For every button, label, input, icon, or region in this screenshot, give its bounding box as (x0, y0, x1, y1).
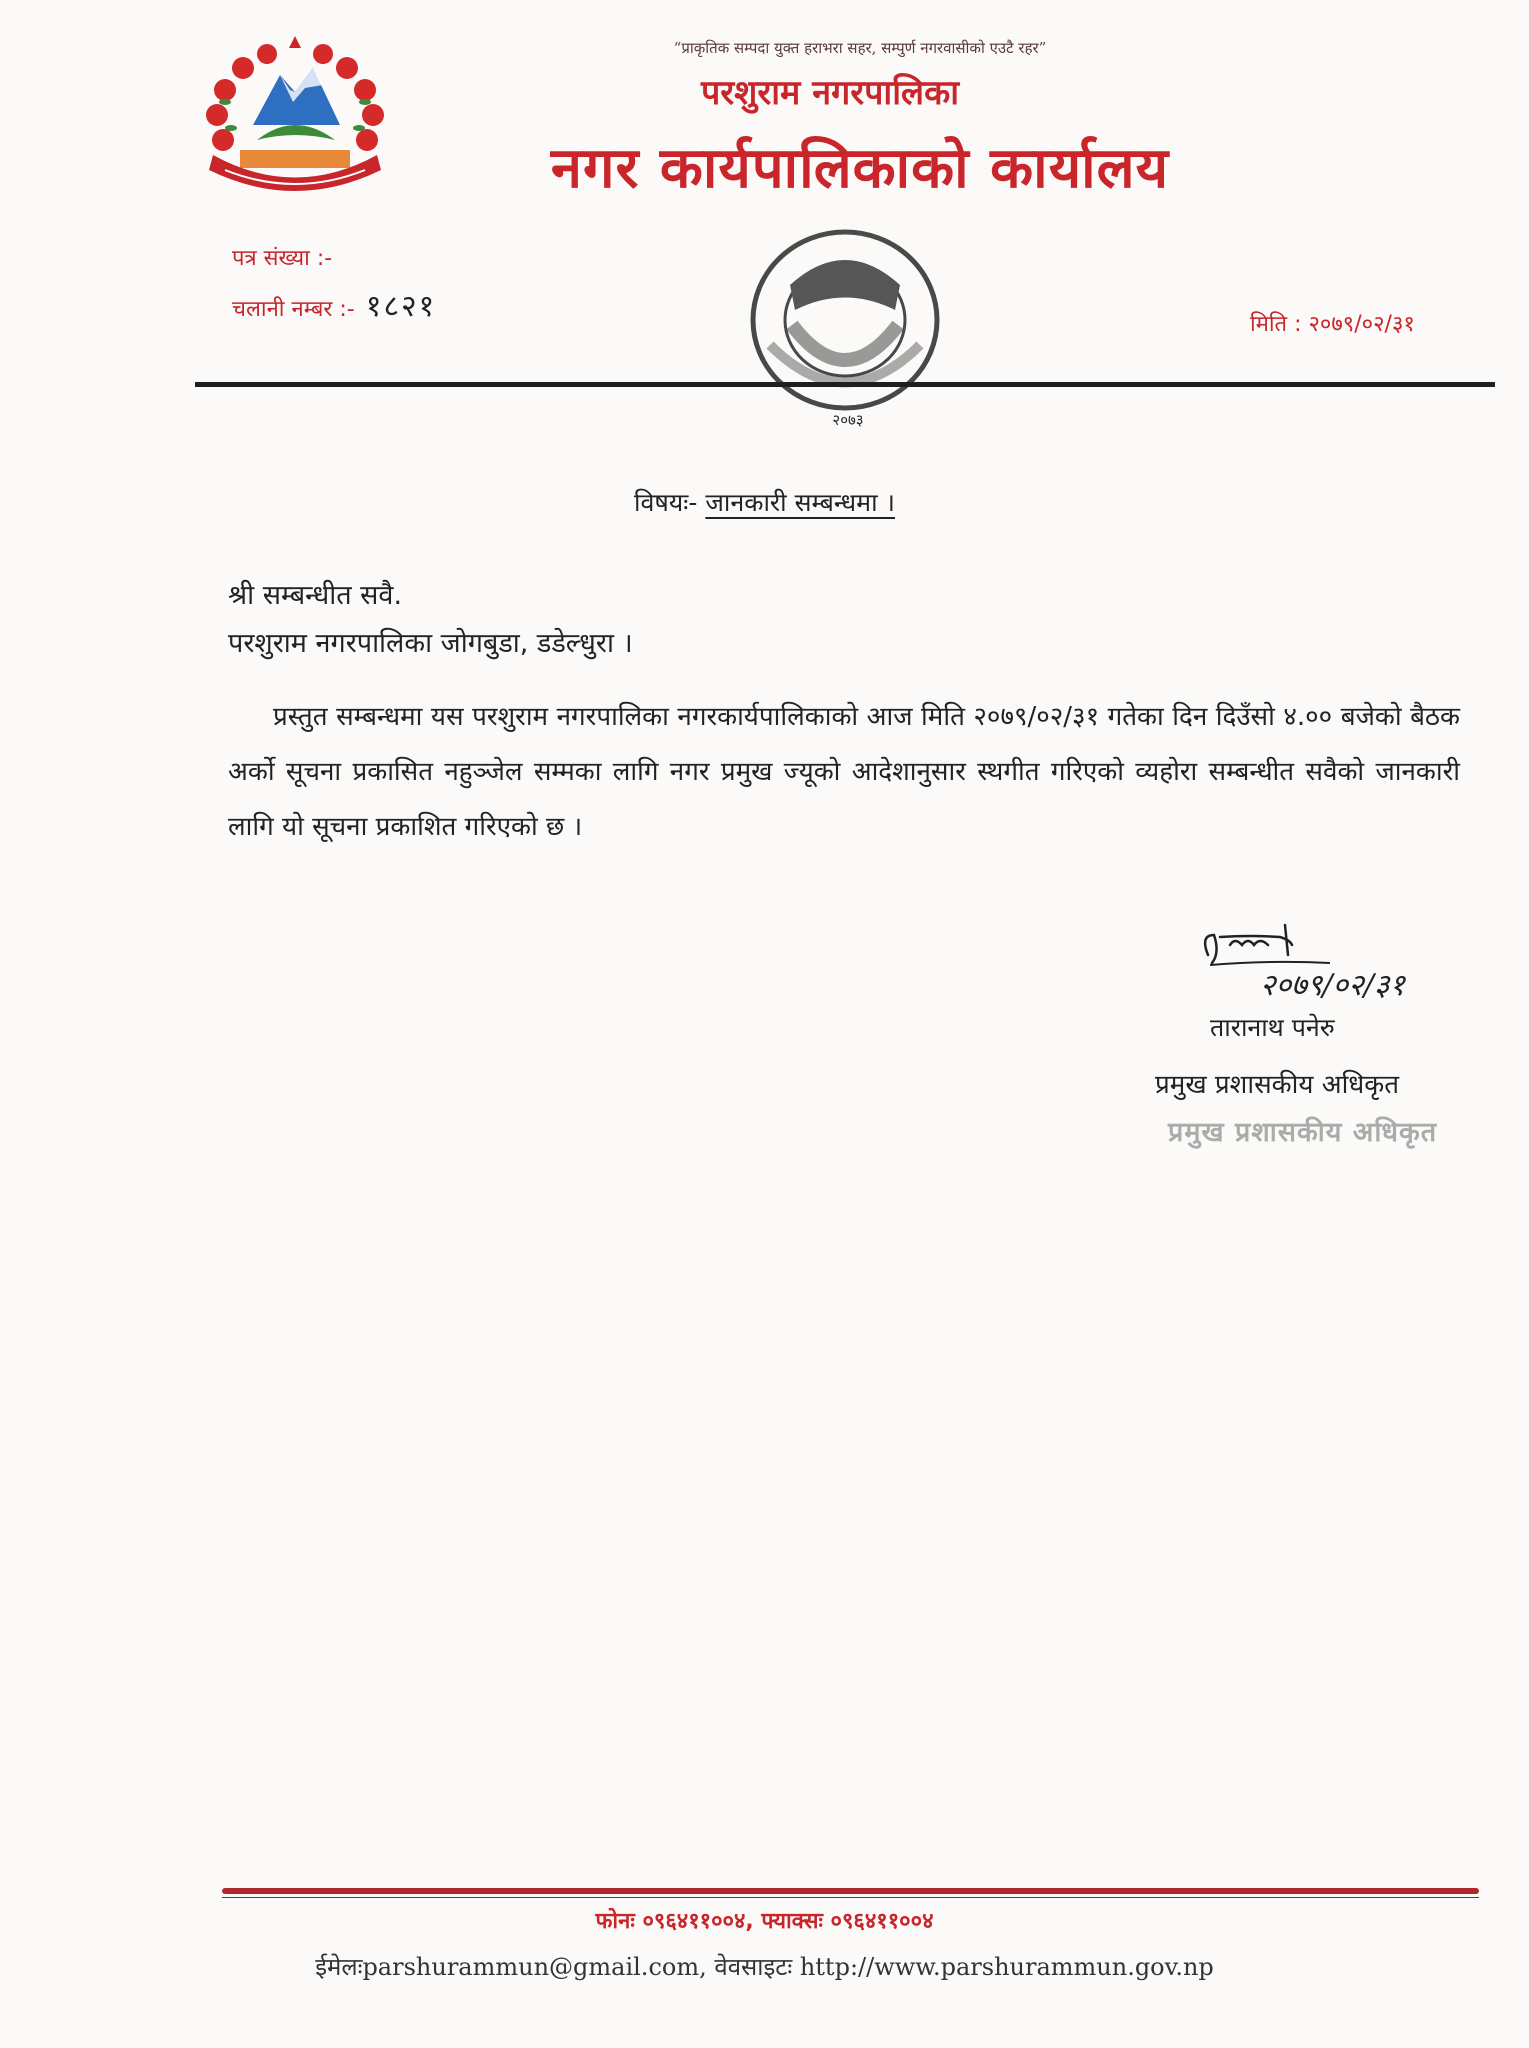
dispatch-number-field (232, 284, 436, 325)
letter-date: मिति : २०७९/०२/३१ (1250, 312, 1415, 337)
letterhead-motto: “प्राकृतिक सम्पदा युक्त हराभरा सहर, सम्पुर्ण नगरवासीको एउटै रहर” (673, 39, 1047, 57)
signatory-title-stamp: प्रमुख प्रशासकीय अधिकृत (1168, 1117, 1438, 1148)
subject-value: जानकारी सम्बन्धमा । (705, 488, 896, 517)
subject-line (0, 485, 1529, 519)
signatory-title: प्रमुख प्रशासकीय अधिकृत (1155, 1070, 1400, 1100)
header-divider (195, 382, 1495, 387)
letter-number-field (232, 242, 332, 272)
footer-divider (222, 1888, 1479, 1894)
body-paragraph: प्रस्तुत सम्बन्धमा यस परशुराम नगरपालिका नगरकार्यपालिकाको आज मिति २०७९/०२/३१ गतेका दिन दिउँसो ४.०० बजेको बैठक अर्को सूचना प्रकासित नहुञ्जेल सम्मका लागि नगर प्रमुख ज्यूको आदेशानुसार स्थगीत गरिएको व्यहोरा सम्बन्धीत सवैको जानकारी लागि यो सूचना प्रकाशित गरिएको छ । (228, 702, 1460, 842)
letter-number-label: पत्र संख्या :- (232, 246, 333, 271)
office-name: नगर कार्यपालिकाको कार्यालय (550, 136, 1170, 201)
signature-handwritten-date: २०७९/०२/३१ (1260, 968, 1406, 1003)
nepal-emblem-icon (195, 30, 395, 200)
dispatch-number-label: चलानी नम्बर :- (232, 297, 355, 322)
subject-label: विषयः- (633, 488, 698, 517)
stamp-year: २०७३ (832, 411, 864, 429)
municipality-name: परशुराम नगरपालिका (700, 73, 960, 113)
office-stamp-icon (730, 215, 960, 430)
addressee-line-1: श्री सम्बन्धीत सवै. (228, 580, 403, 611)
footer-phone-fax: फोनः ०९६४११००४, फ्याक्सः ०९६४११००४ (595, 1909, 934, 1934)
addressee-line-2: परशुराम नगरपालिका जोगबुडा, डडेल्धुरा । (228, 628, 633, 659)
handwritten-signature-icon (1190, 915, 1470, 1015)
dispatch-number-value: १८२१ (365, 289, 437, 324)
footer-email-website: ईमेलःparshurammun@gmail.com, वेवसाइटः http://www.parshurammun.gov.np (315, 1953, 1214, 1981)
footer-divider-thin (222, 1897, 1479, 1898)
signatory-name: तारानाथ पनेरु (1210, 1013, 1335, 1042)
